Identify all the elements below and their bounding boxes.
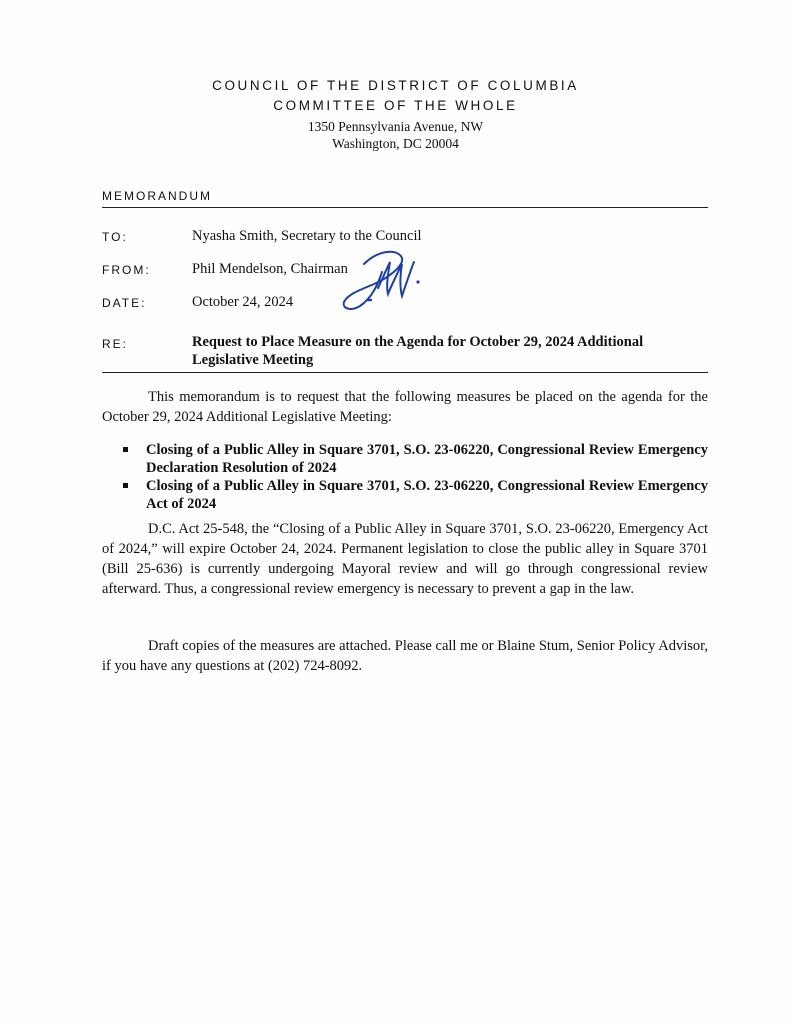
contact-paragraph: Draft copies of the measures are attached. Please call me or Blaine Stum, Senior Policy Advisor, if you have any questions at (202) 724-8092. bbox=[102, 638, 708, 674]
re-label: RE: bbox=[102, 337, 129, 351]
date-value: October 24, 2024 bbox=[192, 294, 294, 310]
intro-paragraph: This memorandum is to request that the following measures be placed on the agenda for the October 29, 2024 Additional Legislative Meeting: bbox=[102, 389, 708, 425]
measure-resolution-title: Closing of a Public Alley in Square 3701, S.O. 23-06220, Congressional Review Emergency Declaration Resolution of 2024 bbox=[146, 442, 708, 476]
header-divider-bottom bbox=[102, 372, 708, 373]
list-item bbox=[120, 477, 708, 513]
letterhead-city: Washington, DC 20004 bbox=[332, 136, 459, 151]
re-subject: Request to Place Measure on the Agenda for October 29, 2024 Additional Legislative Meeting bbox=[192, 334, 644, 368]
bullet-square-icon bbox=[123, 483, 128, 488]
date-label: DATE: bbox=[102, 296, 147, 310]
from-value: Phil Mendelson, Chairman bbox=[192, 261, 348, 277]
explanation-paragraph: D.C. Act 25-548, the “Closing of a Public Alley in Square 3701, S.O. 23-06220, Emergency Act of 2024,” will expire October 24, 2024. Permanent legislation to close the public alley in Square 3701 (Bill 25-636) is currently undergoing Mayoral review and will go through congressional review afterward. Thus, a congressional review emergency is necessary to prevent a gap in the law. bbox=[102, 521, 708, 597]
measures-list bbox=[120, 441, 708, 513]
to-value: Nyasha Smith, Secretary to the Council bbox=[192, 228, 422, 244]
to-label: TO: bbox=[102, 230, 128, 244]
list-item bbox=[120, 441, 708, 477]
letterhead-committee: COMMITTEE OF THE WHOLE bbox=[273, 98, 518, 113]
letterhead-street-address: 1350 Pennsylvania Avenue, NW bbox=[307, 119, 484, 134]
signature-icon bbox=[338, 244, 428, 320]
measure-act-title: Closing of a Public Alley in Square 3701, S.O. 23-06220, Congressional Review Emergency Act of 2024 bbox=[146, 478, 708, 512]
memorandum-label: MEMORANDUM bbox=[102, 189, 212, 203]
bullet-square-icon bbox=[123, 447, 128, 452]
letterhead-council: COUNCIL OF THE DISTRICT OF COLUMBIA bbox=[212, 78, 579, 93]
header-divider-top bbox=[102, 207, 708, 208]
from-label: FROM: bbox=[102, 263, 151, 277]
